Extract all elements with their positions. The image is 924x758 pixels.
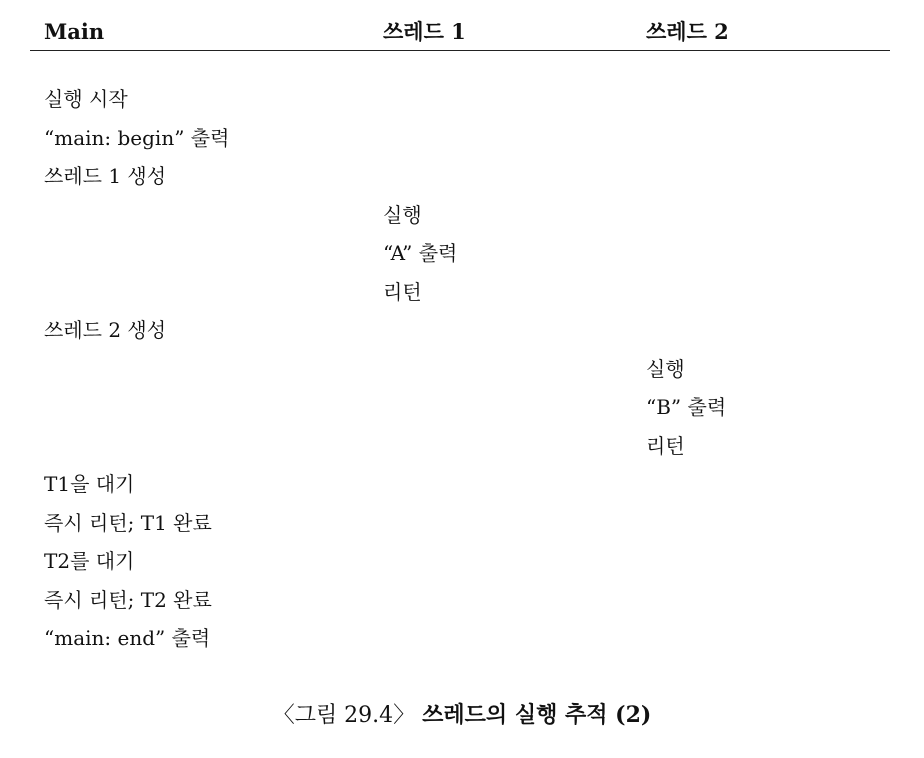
cell-main: 실행 시작 — [44, 87, 128, 111]
table-row — [0, 427, 924, 466]
cell-main: T2를 대기 — [44, 549, 135, 573]
table-row — [0, 311, 924, 350]
table-header — [0, 18, 924, 50]
cell-main: “main: end” 출력 — [44, 626, 211, 650]
cell-main: 즉시 리턴; T1 완료 — [44, 510, 212, 535]
cell-thread-1: 실행 — [383, 202, 422, 227]
cell-main: 즉시 리턴; T2 완료 — [44, 587, 212, 612]
header-thread-2: 쓰레드 2 — [646, 19, 729, 44]
header-main: Main — [44, 19, 105, 44]
header-thread-1: 쓰레드 1 — [383, 19, 466, 44]
caption-label: 〈그림 29.4〉 — [272, 703, 416, 728]
table-row — [0, 619, 924, 658]
trace-table-body — [0, 80, 924, 658]
cell-thread-2: 리턴 — [646, 433, 685, 458]
table-row — [0, 350, 924, 389]
cell-thread-2: “B” 출력 — [646, 395, 727, 419]
cell-thread-1: 리턴 — [383, 279, 422, 304]
table-row — [0, 542, 924, 581]
table-row — [0, 234, 924, 273]
cell-main: 쓰레드 2 생성 — [44, 318, 167, 342]
cell-thread-1: “A” 출력 — [383, 241, 458, 265]
header-divider — [30, 50, 890, 51]
caption-title: 쓰레드의 실행 추적 (2) — [422, 702, 652, 728]
table-row — [0, 119, 924, 158]
table-row — [0, 157, 924, 196]
table-row — [0, 273, 924, 312]
cell-main: “main: begin” 출력 — [44, 125, 230, 150]
table-row — [0, 196, 924, 235]
table-row — [0, 581, 924, 620]
figure-caption — [0, 700, 924, 731]
cell-main: 쓰레드 1 생성 — [44, 164, 167, 188]
table-row — [0, 80, 924, 119]
cell-thread-2: 실행 — [646, 356, 685, 381]
cell-main: T1을 대기 — [44, 472, 135, 496]
table-row — [0, 388, 924, 427]
table-row — [0, 465, 924, 504]
table-row — [0, 504, 924, 543]
